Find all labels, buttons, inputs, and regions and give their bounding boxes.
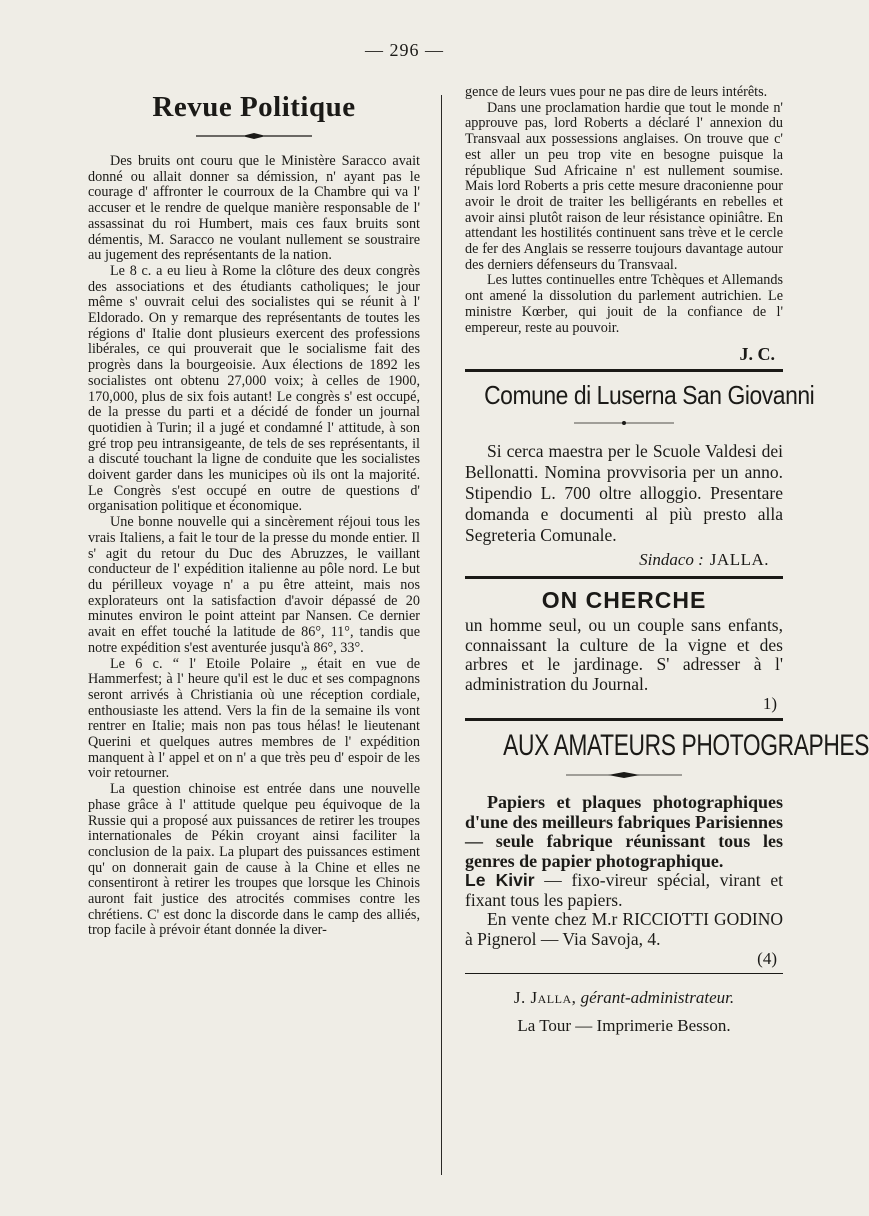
ad-luserna [465, 380, 815, 570]
imprint: La Tour — Imprimerie Besson. [517, 1016, 731, 1036]
ad-on-cherche-title: ON CHERCHE [541, 587, 707, 614]
ad-vente-line: En vente chez M.r RICCIOTTI GODINO à Pignerol — Via Savoja, 4. [465, 909, 783, 949]
signer-name: JALLA. [709, 550, 769, 570]
article-title: Revue Politique [152, 91, 356, 123]
ad-on-cherche-number: 1) [762, 694, 777, 714]
right-column [465, 84, 869, 1036]
title-ornament [194, 132, 314, 140]
signer-role: Sindaco : [639, 550, 704, 570]
article-signature: J. C. [739, 344, 775, 365]
ad-ornament [564, 771, 684, 779]
ad-luserna-text: Si cerca maestra per le Scuole Valdesi dei Bellonatti. Nomina provvisoria per un anno. Stipendio L. 700 oltre alloggio. Presentare domanda e documenti al più presto alla Segreteria Comunale. [465, 441, 783, 546]
gerant-role: gérant-administrateur. [580, 988, 735, 1008]
kivir-text: — fixo-vireur spécial, virant et fixant tous les papiers. [465, 870, 783, 910]
ad-photographes [465, 729, 869, 969]
divider [465, 369, 783, 372]
paragraph-congres: Le 8 c. a eu lieu à Rome la clôture des deux congrès des associations et des étudiants catholiques; le jour même s' ouvrait celui des socialistes qui se réunit à l' Eldorado. On y remarque des représentants de toutes les régions d' Italie dont plusieurs exercent des professions libérales, ce qui prouverait que le socialisme fait des progrès dans la bourgeoisie. Aux élections de 1892 les socialistes ont obtenu 27,000 voix; à celles de 1900, 170,000, plus de six fois autant! Le congrès s' est occupé, de la presse du parti et a décidé de fonder un journal quotidien à Turin; il a jugé et condamné l' attitude, à son gré trop peu intransigeante, de tels de ses représentants, il a discuté touchant la ligne de conduite que les socialistes doivent garder dans les municipes où ils ont la majorité. Le Congrès s'est occupé en outre de questions d' organisation politique et économique. [88, 262, 420, 515]
kivir-label: Le Kivir [465, 870, 535, 891]
paragraph-autriche: Les luttes continuelles entre Tchèques et Allemands ont amené la dissolution du parlement autrichien. Le ministre Kœrber, qui jouit de la confiance de l' empereur, reste au pouvoir. [465, 272, 783, 336]
ad-photographes-number: (4) [757, 949, 777, 969]
page-number: — 296 — [365, 40, 444, 60]
paragraph-transvaal: Dans une proclamation hardie que tout le monde n' approuve pas, lord Roberts a déclaré l' annexion du Transvaal aux possessions anglaises. On trouve que c' est aller un peu trop vite en besogne puisque la république Sud Africaine n' est nullement soumise. Mais lord Roberts a pris cette mesure draconienne pour avoir le droit de traiter les belligérants en rebelles et avoir ainsi plutôt raison de leur résistance opiniâtre. En attendant les hostilités continuent sans trève et le cercle de fer des Anglais se resserre toujours davantage autour des derniers défenseurs du Transvaal. [465, 99, 783, 273]
gerant-name: J. Jalla, [513, 988, 577, 1008]
paragraph-ministere: Des bruits ont couru que le Ministère Saracco avait donné ou allait donner sa démission, n' ayant pas le courage d' affronter le courroux de la Chambre qui va l' accuser et le rendre de quelque manière responsable de l' assassinat du roi Humbert, mais ces faux bruits sont démentis, M. Saracco ne voulant nullement se soustraire au jugement des représentants de la nation. [88, 153, 420, 264]
divider [465, 718, 783, 721]
paragraph-abruzzes: Une bonne nouvelle qui a sincèrement réjoui tous les vrais Italiens, a fait le tour de la presse du monde entier. Il s' agit du retour du Duc des Abruzzes, le vaillant conducteur de l' expédition italienne au pôle nord. Le but du périlleux voyage n' a pu être atteint, mais nos explorateurs ont la satisfaction d'avoir dépassé de 20 minutes environ le point atteint par Nansen. Ce dernier avait en effet touché la latitude de 86°, 11°, tandis que notre expédition s'est aventurée jusqu'à 86°, 33°. [88, 514, 420, 656]
ad-photographes-text [465, 793, 783, 871]
ad-ornament [564, 419, 684, 427]
divider [465, 973, 783, 974]
ad-luserna-title: Comune di Luserna San Giovanni [484, 380, 815, 411]
ad-kivir-line [465, 871, 783, 910]
gerant-line [465, 988, 783, 1008]
divider [465, 576, 783, 579]
paragraph-question-chinoise: La question chinoise est entrée dans une nouvelle phase grâce à l' attitude quelque peu équivoque de la Russie qui a proposé aux puissances de retirer les troupes internationales de Pékin croyant ainsi faciliter la conclusion de la paix. La plupart des puissances estiment qu' on donnerait gain de cause à la Chine et elles ne consentiront à retirer les troupes que lorsque les Chinois auront fait justice des atrocités commises contre les chrétiens. C' est donc la discorde dans le camp des alliés, trop facile à prévoir étant donnée la diver- [88, 781, 420, 939]
column-divider [441, 95, 442, 1175]
paragraph-etoile-polaire: Le 6 c. “ l' Etoile Polaire „ était en vue de Hammerfest; à l' heure qu'il est le duc et ses compagnons seront arrivés à Christiania où une réception cordiale, enthousiaste les attend. Vers la fin de la semaine ils vont rentrer en Italie; mais non pas tous hélas! le lieutenant Querini et quelques autres membres de l' expédition manquent à l' appel et on n' a que très peu d' espoir de les voir retourner. [88, 655, 420, 782]
ad-photographes-title: AUX AMATEURS PHOTOGRAPHES [503, 729, 869, 763]
ad-on-cherche-text: un homme seul, ou un couple sans enfants, connaissant la culture de la vigne et des arbres et le jardinage. S' adresser à l' administration du Journal. [465, 615, 783, 694]
left-column [88, 85, 420, 939]
ad-photographes-lead: Papiers et plaques photographiques d'une des meilleurs fabriques Parisiennes — seule fabrique réunissant tous les genres de papier photographique. [465, 792, 784, 871]
ad-luserna-signer [465, 550, 769, 570]
paragraph-continuation: gence de leurs vues pour ne pas dire de leurs intérêts. [465, 84, 768, 100]
ad-on-cherche [465, 587, 783, 714]
